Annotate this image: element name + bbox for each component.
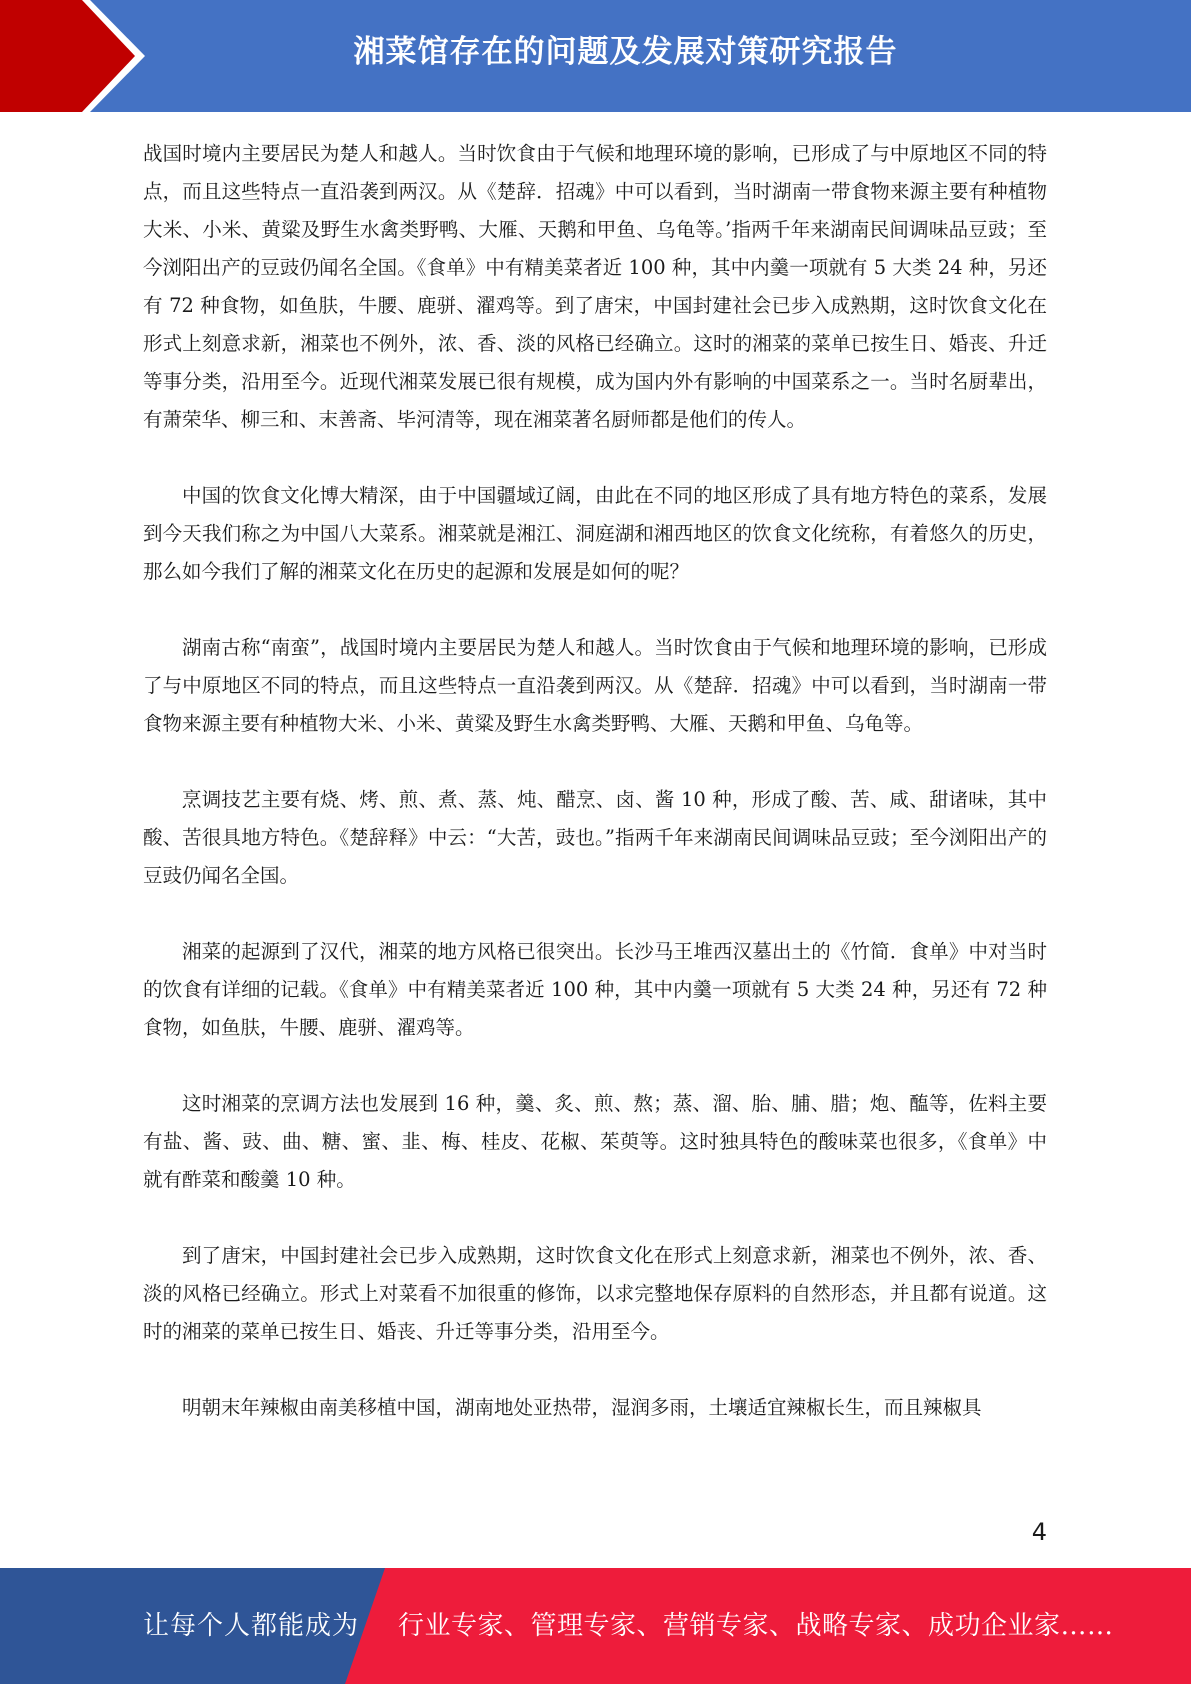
page-number: 4 <box>1031 1518 1047 1546</box>
paragraph: 到了唐宋，中国封建社会已步入成熟期，这时饮食文化在形式上刻意求新，湘菜也不例外，浓、香、淡的风格已经确立。形式上对菜看不加很重的修饰，以求完整地保存原料的自然形态，并且都有说道。这时的湘菜的菜单已按生日、婚丧、升迁等事分类，沿用至今。 <box>143 1244 1047 1343</box>
paragraph: 这时湘菜的烹调方法也发展到 16 种，羹、炙、煎、熬；蒸、溜、胎、脯、腊；炮、醢等，佐料主要有盐、酱、豉、曲、糖、蜜、韭、梅、桂皮、花椒、茱萸等。这时独具特色的酸味菜也很多，《食单》中就有酢菜和酸羹 10 种。 <box>143 1092 1047 1191</box>
paragraph: 烹调技艺主要有烧、烤、煎、煮、蒸、炖、醋烹、卤、酱 10 种，形成了酸、苦、咸、甜诸味，其中酸、苦很具地方特色。《楚辞释》中云：“大苦，豉也。”指两千年来湖南民间调味品豆豉；至今浏阳出产的豆豉仍闻名全国。 <box>143 788 1047 887</box>
document-title: 湘菜馆存在的问题及发展对策研究报告 <box>353 34 898 70</box>
paragraph: 战国时境内主要居民为楚人和越人。当时饮食由于气候和地理环境的影响，已形成了与中原地区不同的特点，而且这些特点一直沿袭到两汉。从《楚辞．招魂》中可以看到，当时湖南一带食物来源主要有种植物大米、小米、黄粱及野生水禽类野鸭、大雁、天鹅和甲鱼、乌龟等。’指两千年来湖南民间调味品豆豉；至今浏阳出产的豆豉仍闻名全国。《食单》中有精美菜者近 100 种，其中内羹一项就有 5 大类 24 种，另还有 72 种食物，如鱼肤，牛腰、鹿骈、濯鸡等。到了唐宋，中国封建社会已步入成熟期，这时饮食文化在形式上刻意求新，湘菜也不例外，浓、香、淡的风格已经确立。这时的湘菜的菜单已按生日、婚丧、升迁等事分类，沿用至今。近现代湘菜发展已很有规模，成为国内外有影响的中国菜系之一。当时名厨辈出，有萧荣华、柳三和、末善斋、毕河清等，现在湘菜著名厨师都是他们的传人。 <box>143 142 1047 431</box>
page-footer <box>0 1568 1191 1684</box>
paragraph: 湖南古称“南蛮”，战国时境内主要居民为楚人和越人。当时饮食由于气候和地理环境的影响，已形成了与中原地区不同的特点，而且这些特点一直沿袭到两汉。从《楚辞．招魂》中可以看到，当时湖南一带食物来源主要有种植物大米、小米、黄粱及野生水禽类野鸭、大雁、天鹅和甲鱼、乌龟等。 <box>143 636 1047 735</box>
footer-slogan-right: 行业专家、管理专家、营销专家、战略专家、成功企业家…… <box>398 1611 1114 1641</box>
page-header <box>0 0 1191 112</box>
paragraph: 明朝末年辣椒由南美移植中国，湖南地处亚热带，湿润多雨，土壤适宜辣椒长生，而且辣椒具 <box>182 1396 982 1419</box>
footer-slogan-left: 让每个人都能成为 <box>143 1611 360 1641</box>
paragraph: 湘菜的起源到了汉代，湘菜的地方风格已很突出。长沙马王堆西汉墓出土的《竹简．食单》中对当时的饮食有详细的记载。《食单》中有精美菜者近 100 种，其中内羹一项就有 5 大类 24 种，另还有 72 种食物，如鱼肤，牛腰、鹿骈、濯鸡等。 <box>143 940 1047 1039</box>
document-body <box>143 135 1047 1427</box>
paragraph: 中国的饮食文化博大精深，由于中国疆域辽阔，由此在不同的地区形成了具有地方特色的菜系，发展到今天我们称之为中国八大菜系。湘菜就是湘江、洞庭湖和湘西地区的饮食文化统称，有着悠久的历史，那么如今我们了解的湘菜文化在历史的起源和发展是如何的呢？ <box>143 484 1047 583</box>
